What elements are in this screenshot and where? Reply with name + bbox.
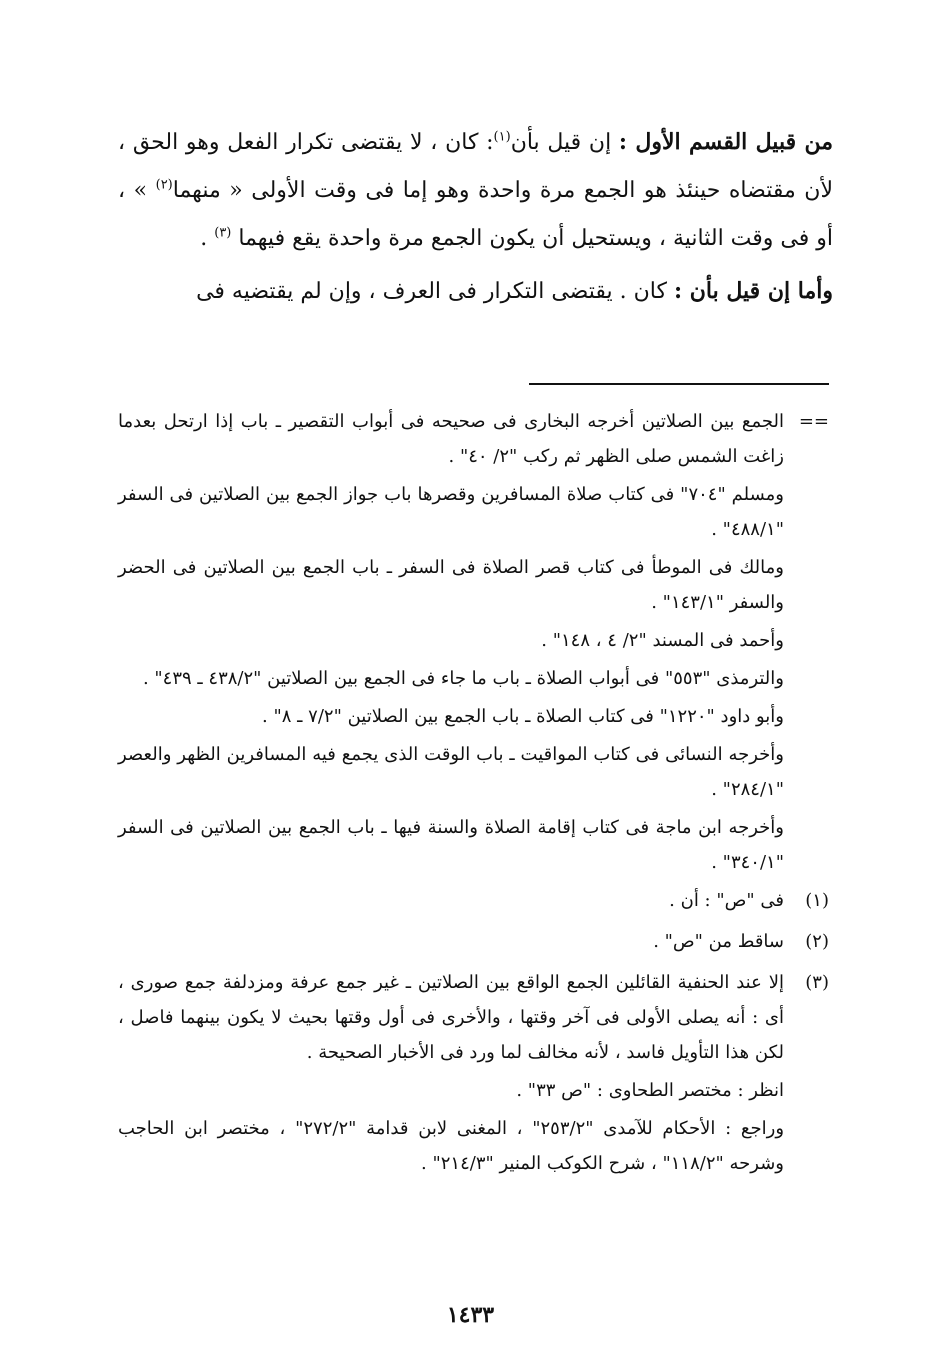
paragraph-1-text-c: » ، أو فى وقت الثانية ، ويستحيل أن يكون الجمع مرة واحدة يقع فيهما [118, 178, 833, 251]
citation-line: وأخرجه النسائى فى كتاب المواقيت ـ باب الوقت الذى يجمع فيه المسافرين الظهر والعصر "٢٨٤/١" . [118, 744, 784, 800]
citation-line: والترمذى "٥٥٣" فى أبواب الصلاة ـ باب ما جاء فى الجمع بين الصلاتين "٤٣٨/٢ ـ ٤٣٩" . [142, 668, 784, 689]
main-text [118, 118, 833, 320]
paragraph-2-text: كان . يقتضى التكرار فى العرف ، وإن لم يقتضيه فى [196, 279, 674, 304]
paragraph-1-text-d: . [200, 226, 215, 251]
footnote-separator [529, 383, 829, 385]
paragraph-2 [118, 267, 833, 316]
citation-line: وأخرجه ابن ماجة فى كتاب إقامة الصلاة والسنة فيها ـ باب الجمع بين الصلاتين فى السفر "٣٤٠/١" . [118, 817, 784, 873]
footnote-text: فى "ص" : أن . [669, 890, 784, 911]
footnote-ref-1[interactable]: (١) [493, 129, 511, 145]
citation-line: ومالك فى الموطأ فى كتاب قصر الصلاة فى السفر ـ باب الجمع بين الصلاتين فى الحضر والسفر "١٤٣/١" . [118, 557, 784, 613]
footnote-2 [118, 924, 829, 962]
citation-line: وأحمد فى المسند "٢/ ٤ ، ١٤٨" . [541, 630, 784, 651]
footnote-text: إلا عند الحنفية القائلين الجمع الواقع بين الصلاتين ـ غير جمع عرفة ومزدلفة جمع صورى ، أى : أنه يصلى الأولى فى آخر وقتها ، والأخرى فى أول وقتها بحيث لا يكون بينهما فاصل ، لكن هذا التأويل فاسد ، لأنه مخالف لما ورد فى الأخبار الصحيحة . [118, 972, 784, 1063]
footnote-text: وراجع : الأحكام للآمدى "٢٥٣/٢" ، المغنى لابن قدامة "٢٧٢/٢" ، مختصر ابن الحاجب وشرحه "١١٨/٢" ، شرح الكوكب المنير "٢١٤/٣" . [118, 1118, 785, 1174]
paragraph-1-text-b: : كان ، لا يقتضى تكرار الفعل وهو الحق ، لأن مقتضاه حينئذ هو الجمع مرة واحدة وهو إما فى وقت الأولى « منهما [118, 130, 833, 203]
section-lead-2: وأما إن قيل بأن : [673, 278, 833, 304]
paragraph-1 [118, 118, 833, 263]
footnote-continuation [118, 404, 829, 880]
footnote-ref-3[interactable]: (٣) [214, 225, 232, 241]
footnote-number: (٣) [805, 972, 829, 993]
footnote-3 [118, 965, 829, 1184]
page-number: ١٤٣٣ [446, 1302, 495, 1328]
footnote-number: (١) [805, 890, 829, 911]
section-lead: من قبيل القسم الأول : [618, 129, 834, 155]
footnotes [118, 404, 829, 1187]
citation-line: الجمع بين الصلاتين أخرجه البخارى فى صحيحه فى أبواب التقصير ـ باب إذا ارتحل بعدما زاغت الشمس صلى الظهر ثم ركب "٢/ ٤٠" . [118, 411, 784, 467]
footnote-text: انظر : مختصر الطحاوى : "ص ٣٣" . [516, 1080, 784, 1101]
citation-line: وأبو داود "١٢٢٠" فى كتاب الصلاة ـ باب الجمع بين الصلاتين "٧/٢ ـ ٨" . [262, 706, 784, 727]
footnote-text: ساقط من "ص" . [653, 931, 784, 952]
paragraph-1-text-a: إن قيل بأن [510, 130, 619, 155]
continuation-mark: == [798, 411, 829, 432]
footnote-ref-2[interactable]: (٢) [155, 177, 173, 193]
footnote-number: (٢) [805, 931, 829, 952]
citation-line: ومسلم "٧٠٤" فى كتاب صلاة المسافرين وقصرها باب جواز الجمع بين الصلاتين فى السفر "٤٨٨/١" . [118, 484, 784, 540]
footnote-1 [118, 883, 829, 921]
